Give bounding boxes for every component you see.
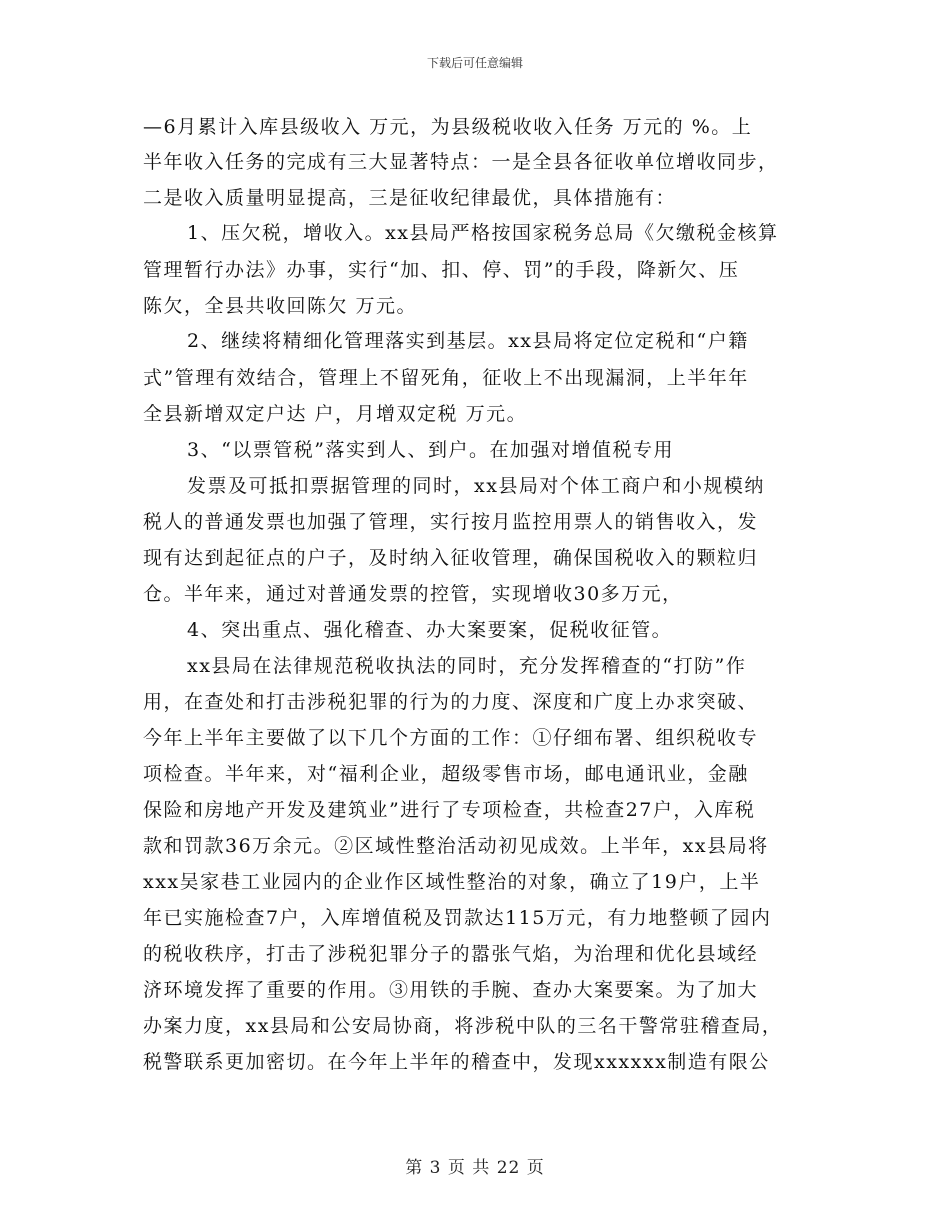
text-line: 2、继续将精细化管理落实到基层。xx县局将定位定税和“户籍 [187,330,749,352]
page-number: 第 3 页 共 22 页 [405,1158,545,1178]
text-line: 仓。半年来，通过对普通发票的控管，实现增收30多万元， [143,583,683,605]
text-line: 陈欠，全县共收回陈欠 万元。 [143,295,418,317]
text-line: 保险和房地产开发及建筑业”进行了专项检查，共检查27户，入库税 [143,799,756,821]
text-line: 款和罚款36万余元。②区域性整治活动初见成效。上半年，xx县局将 [143,835,769,857]
text-line: 用，在查处和打击涉税犯罪的行为的力度、深度和广度上办求突破、 [143,691,759,713]
text-line: 式”管理有效结合，管理上不留死角，征收上不出现漏洞，上半年年 [143,367,749,389]
text-line: 的税收秩序，打击了涉税犯罪分子的嚣张气焰，为治理和优化县域经 [143,943,759,965]
page-header: 下载后可任意编辑 [426,56,523,70]
text-line: 全县新增双定户达 户，月增双定税 万元。 [143,403,528,425]
text-line: 发票及可抵扣票据管理的同时，xx县局对个体工商户和小规模纳 [187,475,765,497]
text-line: 办案力度，xx县局和公安局协商，将涉税中队的三名干警常驻稽查局， [143,1015,783,1037]
text-line: 4、突出重点、强化稽查、办大案要案，促税收征管。 [187,619,673,641]
text-line: 年已实施检查7户，入库增值税及罚款达115万元，有力地整顿了园内 [143,907,772,929]
text-line: 半年收入任务的完成有三大显著特点：一是全县各征收单位增收同步， [143,151,779,173]
text-line: —6月累计入库县级收入 万元，为县级税收收入任务 万元的 %。上 [143,116,753,138]
text-line: 今年上半年主要做了以下几个方面的工作：①仔细布署、组织税收专 [143,727,759,749]
text-line: 管理暂行办法》办事，实行“加、扣、停、罚”的手段，降新欠、压 [143,259,740,281]
text-line: 税人的普通发票也加强了管理，实行按月监控用票人的销售收入，发 [143,511,759,533]
text-line: 济环境发挥了重要的作用。③用铁的手腕、查办大案要案。为了加大 [143,979,759,1001]
text-line: 现有达到起征点的户子，及时纳入征收管理，确保国税收入的颗粒归 [143,547,759,569]
text-line: 3、“以票管税”落实到人、到户。在加强对增值税专用 [187,439,675,461]
text-line: 项检查。半年来，对“福利企业，超级零售市场，邮电通讯业，金融 [143,763,749,785]
text-line: xxx吴家巷工业园内的企业作区域性整治的对象，确立了19户，上半 [143,871,761,893]
text-line: 税警联系更加密切。在今年上半年的稽查中，发现xxxxxx制造有限公 [143,1051,770,1073]
text-line: xx县局在法律规范税收执法的同时，充分发挥稽查的“打防”作 [187,655,747,677]
text-line: 1、压欠税，增收入。xx县局严格按国家税务总局《欠缴税金核算 [187,222,779,244]
text-line: 二是收入质量明显提高，三是征收纪律最优，具体措施有： [143,187,677,209]
